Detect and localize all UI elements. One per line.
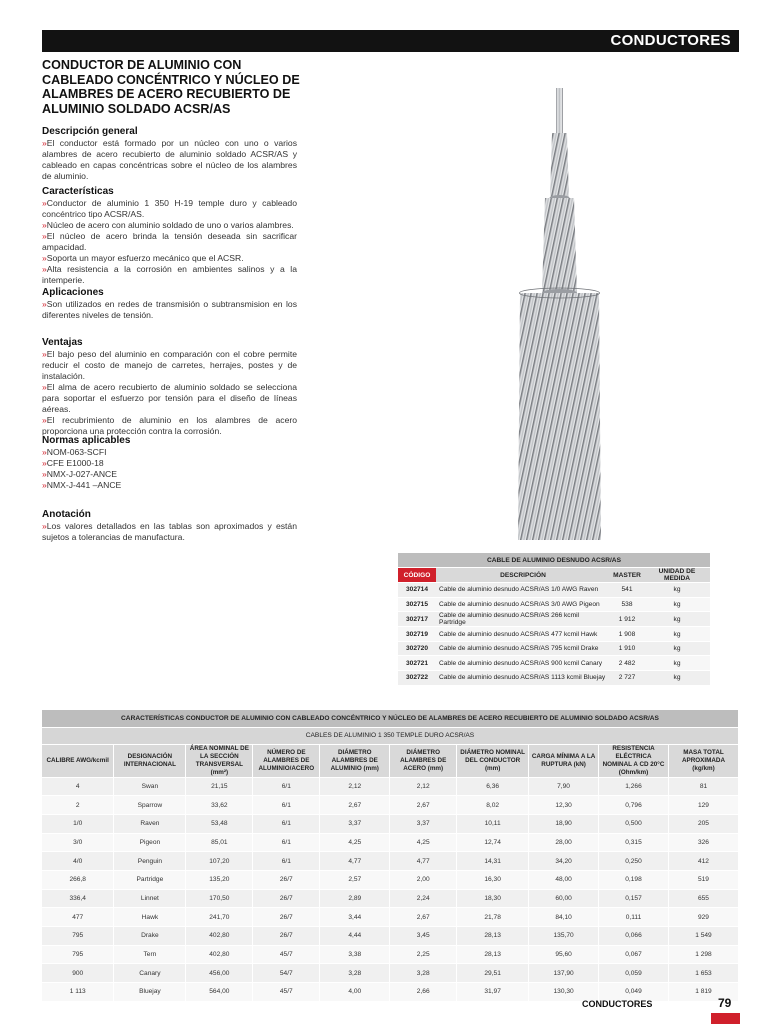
table-row: [398, 671, 710, 686]
specs-column-header: DIÁMETRO ALAMBRES DE ACERO (mm): [390, 744, 457, 777]
specs-cell: 28,13: [457, 927, 529, 946]
specs-cell: 402,80: [186, 927, 253, 946]
specs-cell: 0,315: [599, 833, 669, 852]
section-item: [42, 469, 297, 480]
unit-cell: kg: [644, 612, 710, 627]
section-item-text: NOM-063-SCFI: [46, 447, 107, 457]
unit-cell: kg: [644, 627, 710, 642]
section-heading: Descripción general: [42, 126, 138, 137]
section-item: [42, 264, 297, 286]
footer-label: CONDUCTORES: [582, 999, 653, 1009]
specs-cell: 3,44: [320, 908, 390, 927]
specs-cell: Swan: [114, 777, 186, 796]
specs-cell: 45/7: [253, 983, 320, 1002]
specs-column-header: DIÁMETRO NOMINAL DEL CONDUCTOR (mm): [457, 744, 529, 777]
section-heading: Anotación: [42, 509, 91, 520]
table-row: [398, 627, 710, 642]
section-item-text: Núcleo de acero con aluminio soldado de uno o varios alambres.: [46, 220, 294, 230]
specs-cell: 4,00: [320, 983, 390, 1002]
unit-cell: kg: [644, 583, 710, 598]
specs-cell: Tern: [114, 945, 186, 964]
specs-table-title: CARACTERÍSTICAS CONDUCTOR DE ALUMINIO CON CABLEADO CONCÉNTRICO Y NÚCLEO DE ALAMBRES DE ACERO RECUBIERTO DE ALUMINIO SOLDADO ACSR/AS: [42, 710, 739, 727]
description-cell: Cable de aluminio desnudo ACSR/AS 3/0 AWG Pigeon: [436, 597, 610, 612]
specs-table-subtitle: CABLES DE ALUMINIO 1 350 TEMPLE DURO ACSR/AS: [42, 727, 739, 744]
specs-cell: 48,00: [529, 870, 599, 889]
specs-cell: 2,67: [320, 796, 390, 815]
specs-cell: 1/0: [42, 814, 114, 833]
specs-cell: 130,30: [529, 983, 599, 1002]
specs-cell: 2,12: [390, 777, 457, 796]
unit-cell: kg: [644, 641, 710, 656]
specs-cell: Hawk: [114, 908, 186, 927]
col-unidad: UNIDAD DE MEDIDA: [644, 568, 710, 583]
bullet-marker: »: [42, 469, 47, 479]
page-number: 79: [718, 996, 732, 1010]
specs-cell: 1 113: [42, 983, 114, 1002]
section-title: CONDUCTORES: [610, 32, 731, 49]
specs-cell: 12,74: [457, 833, 529, 852]
specs-cell: 3,38: [320, 945, 390, 964]
product-table: [398, 553, 710, 686]
specs-cell: 54/7: [253, 964, 320, 983]
specs-cell: 6/1: [253, 833, 320, 852]
section-heading: Aplicaciones: [42, 287, 104, 298]
specs-cell: 31,97: [457, 983, 529, 1002]
table-row: [42, 927, 739, 946]
bullet-marker: »: [42, 349, 47, 359]
section-item: [42, 138, 297, 182]
section-item-text: El núcleo de acero brinda la tensión deseada sin sacrificar ampacidad.: [42, 231, 297, 252]
product-table-title: CABLE DE ALUMINIO DESNUDO ACSR/AS: [398, 553, 710, 568]
section-item: [42, 382, 297, 415]
specs-cell: 84,10: [529, 908, 599, 927]
table-row: [42, 945, 739, 964]
specs-cell: 135,20: [186, 870, 253, 889]
table-row: [398, 583, 710, 598]
specs-column-header: DESIGNACIÓN INTERNACIONAL: [114, 744, 186, 777]
specs-cell: 4,77: [320, 852, 390, 871]
specs-cell: 4,77: [390, 852, 457, 871]
section-heading: Normas aplicables: [42, 435, 131, 446]
unit-cell: kg: [644, 656, 710, 671]
section-item-text: NMX-J-027-ANCE: [46, 469, 117, 479]
code-cell: 302722: [398, 671, 436, 686]
master-cell: 1 912: [610, 612, 644, 627]
specs-cell: 4,44: [320, 927, 390, 946]
section-item: [42, 198, 297, 220]
specs-cell: Linnet: [114, 889, 186, 908]
specs-cell: 564,00: [186, 983, 253, 1002]
specs-column-header: RESISTENCIA ELÉCTRICA NOMINAL A CD 20°C (Ohm/km): [599, 744, 669, 777]
specs-cell: 0,157: [599, 889, 669, 908]
specs-cell: 29,51: [457, 964, 529, 983]
specs-cell: 412: [668, 852, 738, 871]
bullet-marker: »: [42, 480, 47, 490]
bullet-marker: »: [42, 138, 47, 148]
code-cell: 302721: [398, 656, 436, 671]
table-row: [398, 597, 710, 612]
section-item-text: Alta resistencia a la corrosión en ambientes salinos y a la intemperie.: [42, 264, 297, 285]
master-cell: 1 908: [610, 627, 644, 642]
specs-cell: Bluejay: [114, 983, 186, 1002]
header-bar: [42, 30, 739, 52]
specs-cell: 34,20: [529, 852, 599, 871]
specs-column-header: CARGA MÍNIMA A LA RUPTURA (kN): [529, 744, 599, 777]
specs-cell: Partridge: [114, 870, 186, 889]
specs-cell: Penguin: [114, 852, 186, 871]
specs-cell: 326: [668, 833, 738, 852]
table-row: [398, 612, 710, 627]
specs-cell: 3,45: [390, 927, 457, 946]
master-cell: 541: [610, 583, 644, 598]
specs-cell: 107,20: [186, 852, 253, 871]
specs-cell: 0,049: [599, 983, 669, 1002]
table-row: [398, 656, 710, 671]
section-item: [42, 220, 297, 231]
specs-cell: 0,066: [599, 927, 669, 946]
specs-cell: 170,50: [186, 889, 253, 908]
specs-cell: 10,11: [457, 814, 529, 833]
section-item: [42, 480, 297, 491]
specs-cell: 26/7: [253, 870, 320, 889]
specs-cell: 929: [668, 908, 738, 927]
specs-cell: 16,30: [457, 870, 529, 889]
specs-cell: 4,25: [390, 833, 457, 852]
specs-cell: 26/7: [253, 889, 320, 908]
specs-cell: 137,90: [529, 964, 599, 983]
specs-cell: 3/0: [42, 833, 114, 852]
specs-column-header: ÁREA NOMINAL DE LA SECCIÓN TRANSVERSAL (mm²): [186, 744, 253, 777]
specs-cell: 2,24: [390, 889, 457, 908]
description-cell: Cable de aluminio desnudo ACSR/AS 1113 kcmil Bluejay: [436, 671, 610, 686]
steel-core: [556, 88, 563, 133]
bullet-marker: »: [42, 521, 47, 531]
specs-cell: 2: [42, 796, 114, 815]
specs-cell: 6/1: [253, 796, 320, 815]
section-item-text: CFE E1000-18: [46, 458, 104, 468]
specs-cell: 0,067: [599, 945, 669, 964]
description-cell: Cable de aluminio desnudo ACSR/AS 900 kcmil Canary: [436, 656, 610, 671]
specs-cell: 2,67: [390, 908, 457, 927]
specs-column-header: MASA TOTAL APROXIMADA (kg/km): [668, 744, 738, 777]
specs-cell: 28,00: [529, 833, 599, 852]
specs-cell: 2,66: [390, 983, 457, 1002]
specs-cell: 4: [42, 777, 114, 796]
specs-cell: Canary: [114, 964, 186, 983]
specs-cell: 2,57: [320, 870, 390, 889]
specs-cell: Drake: [114, 927, 186, 946]
section-item-text: Conductor de aluminio 1 350 H-19 temple duro y cableado concéntrico tipo ACSR/AS.: [42, 198, 297, 219]
section-item-text: Los valores detallados en las tablas son aproximados y están sujetos a tolerancias de manufactura.: [42, 521, 297, 542]
outer-layer: [518, 293, 601, 540]
specs-cell: 129: [668, 796, 738, 815]
code-cell: 302714: [398, 583, 436, 598]
specs-cell: 1 819: [668, 983, 738, 1002]
unit-cell: kg: [644, 597, 710, 612]
specs-cell: 3,28: [320, 964, 390, 983]
specs-cell: 477: [42, 908, 114, 927]
master-cell: 2 727: [610, 671, 644, 686]
specs-cell: 402,80: [186, 945, 253, 964]
bullet-marker: »: [42, 264, 47, 274]
table-row: [42, 908, 739, 927]
footer-accent-bar: [711, 1013, 740, 1024]
specs-cell: 336,4: [42, 889, 114, 908]
middle-layer: [542, 198, 577, 293]
table-row: [42, 814, 739, 833]
specs-cell: Sparrow: [114, 796, 186, 815]
description-cell: Cable de aluminio desnudo ACSR/AS 1/0 AWG Raven: [436, 583, 610, 598]
table-row: [42, 889, 739, 908]
code-cell: 302720: [398, 641, 436, 656]
code-cell: 302715: [398, 597, 436, 612]
specs-cell: 7,90: [529, 777, 599, 796]
specs-cell: 12,30: [529, 796, 599, 815]
code-cell: 302717: [398, 612, 436, 627]
specs-cell: 3,28: [390, 964, 457, 983]
section-item: [42, 447, 297, 458]
section-item: [42, 521, 297, 543]
specs-column-header: DIÁMETRO ALAMBRES DE ALUMINIO (mm): [320, 744, 390, 777]
bullet-marker: »: [42, 220, 47, 230]
specs-cell: 95,60: [529, 945, 599, 964]
section-item-text: Son utilizados en redes de transmisión o subtransmision en los diferentes niveles de tensión.: [42, 299, 297, 320]
section-2: [42, 287, 297, 321]
specs-cell: 4/0: [42, 852, 114, 871]
specs-cell: 1 298: [668, 945, 738, 964]
section-item-text: Soporta un mayor esfuerzo mecánico que el ACSR.: [46, 253, 244, 263]
section-heading: Ventajas: [42, 337, 83, 348]
description-cell: Cable de aluminio desnudo ACSR/AS 795 kcmil Drake: [436, 641, 610, 656]
specs-cell: 6/1: [253, 814, 320, 833]
specs-cell: 0,111: [599, 908, 669, 927]
bullet-marker: »: [42, 299, 47, 309]
section-item-text: El recubrimiento de aluminio en los alambres de acero proporciona una protección contra la corrosión.: [42, 415, 297, 436]
table-row: [42, 852, 739, 871]
code-cell: 302719: [398, 627, 436, 642]
specs-cell: 6/1: [253, 777, 320, 796]
section-item-text: El conductor está formado por un núcleo con uno o varios alambres de acero recubierto de aluminio soldado ACSR/AS y cableado en capas concéntricas sobre el núcleo de los alambres de aluminio.: [42, 138, 297, 181]
section-item: [42, 253, 297, 264]
bullet-marker: »: [42, 458, 47, 468]
specs-cell: 85,01: [186, 833, 253, 852]
specs-cell: 0,500: [599, 814, 669, 833]
specs-column-header: CALIBRE AWG/kcmil: [42, 744, 114, 777]
section-5: [42, 509, 297, 543]
bullet-marker: »: [42, 253, 47, 263]
table-row: [42, 777, 739, 796]
specs-cell: Pigeon: [114, 833, 186, 852]
specs-cell: 1,266: [599, 777, 669, 796]
specs-cell: 8,02: [457, 796, 529, 815]
specs-cell: 2,67: [390, 796, 457, 815]
specs-cell: 795: [42, 927, 114, 946]
bullet-marker: »: [42, 382, 47, 392]
section-3: [42, 337, 297, 437]
col-codigo: CÓDIGO: [398, 568, 436, 583]
specs-cell: 135,70: [529, 927, 599, 946]
specs-cell: 1 653: [668, 964, 738, 983]
specs-cell: 3,37: [390, 814, 457, 833]
unit-cell: kg: [644, 671, 710, 686]
col-descripcion: DESCRIPCIÓN: [436, 568, 610, 583]
section-item: [42, 231, 297, 253]
section-4: [42, 435, 297, 491]
specs-cell: 18,30: [457, 889, 529, 908]
specs-cell: 0,250: [599, 852, 669, 871]
specs-cell: 900: [42, 964, 114, 983]
master-cell: 1 910: [610, 641, 644, 656]
specs-cell: 53,48: [186, 814, 253, 833]
specs-cell: 60,00: [529, 889, 599, 908]
specs-cell: 241,70: [186, 908, 253, 927]
description-cell: Cable de aluminio desnudo ACSR/AS 266 kcmil Partridge: [436, 612, 610, 627]
section-item-text: El alma de acero recubierto de aluminio soldado se selecciona para soportar el esfuerzo por tensión para el diseño de líneas aéreas.: [42, 382, 297, 414]
table-row: [398, 641, 710, 656]
specs-cell: 14,31: [457, 852, 529, 871]
specs-cell: 18,90: [529, 814, 599, 833]
specs-table: [42, 710, 739, 1002]
specs-cell: 0,059: [599, 964, 669, 983]
specs-cell: 6/1: [253, 852, 320, 871]
section-item-text: NMX-J-441 –ANCE: [46, 480, 122, 490]
specs-cell: 21,15: [186, 777, 253, 796]
specs-cell: 45/7: [253, 945, 320, 964]
master-cell: 2 482: [610, 656, 644, 671]
specs-cell: 4,25: [320, 833, 390, 852]
specs-cell: 266,8: [42, 870, 114, 889]
specs-cell: 795: [42, 945, 114, 964]
specs-cell: 1 549: [668, 927, 738, 946]
specs-cell: 2,12: [320, 777, 390, 796]
specs-cell: 33,62: [186, 796, 253, 815]
section-item-text: El bajo peso del aluminio en comparación con el cobre permite reducir el costo de manejo de carretes, herrajes, postes y de instalación.: [42, 349, 297, 381]
section-item: [42, 349, 297, 382]
master-cell: 538: [610, 597, 644, 612]
specs-cell: 0,198: [599, 870, 669, 889]
specs-cell: 456,00: [186, 964, 253, 983]
specs-cell: 2,00: [390, 870, 457, 889]
specs-cell: 2,25: [390, 945, 457, 964]
specs-cell: 3,37: [320, 814, 390, 833]
specs-cell: 28,13: [457, 945, 529, 964]
specs-cell: 26/7: [253, 927, 320, 946]
description-cell: Cable de aluminio desnudo ACSR/AS 477 kcmil Hawk: [436, 627, 610, 642]
section-heading: Características: [42, 186, 114, 197]
section-1: [42, 186, 297, 286]
specs-cell: 2,89: [320, 889, 390, 908]
specs-cell: 0,796: [599, 796, 669, 815]
table-row: [42, 964, 739, 983]
bullet-marker: »: [42, 415, 47, 425]
table-row: [42, 796, 739, 815]
section-item: [42, 458, 297, 469]
specs-cell: 26/7: [253, 908, 320, 927]
specs-cell: 519: [668, 870, 738, 889]
specs-cell: Raven: [114, 814, 186, 833]
bullet-marker: »: [42, 198, 47, 208]
section-item: [42, 415, 297, 437]
table-row: [42, 833, 739, 852]
col-master: MASTER: [610, 568, 644, 583]
specs-cell: 6,36: [457, 777, 529, 796]
bullet-marker: »: [42, 447, 47, 457]
section-item: [42, 299, 297, 321]
page-title: CONDUCTOR DE ALUMINIO CON CABLEADO CONCÉNTRICO Y NÚCLEO DE ALAMBRES DE ACERO RECUBIERTO DE ALUMINIO SOLDADO ACSR/AS: [42, 58, 300, 116]
table-row: [42, 870, 739, 889]
section-0: [42, 126, 297, 182]
bullet-marker: »: [42, 231, 47, 241]
specs-column-header: NÚMERO DE ALAMBRES DE ALUMINIO/ACERO: [253, 744, 320, 777]
specs-cell: 205: [668, 814, 738, 833]
inner-layer: [550, 133, 569, 198]
cable-illustration: [515, 88, 605, 540]
specs-cell: 21,78: [457, 908, 529, 927]
specs-cell: 655: [668, 889, 738, 908]
specs-cell: 81: [668, 777, 738, 796]
